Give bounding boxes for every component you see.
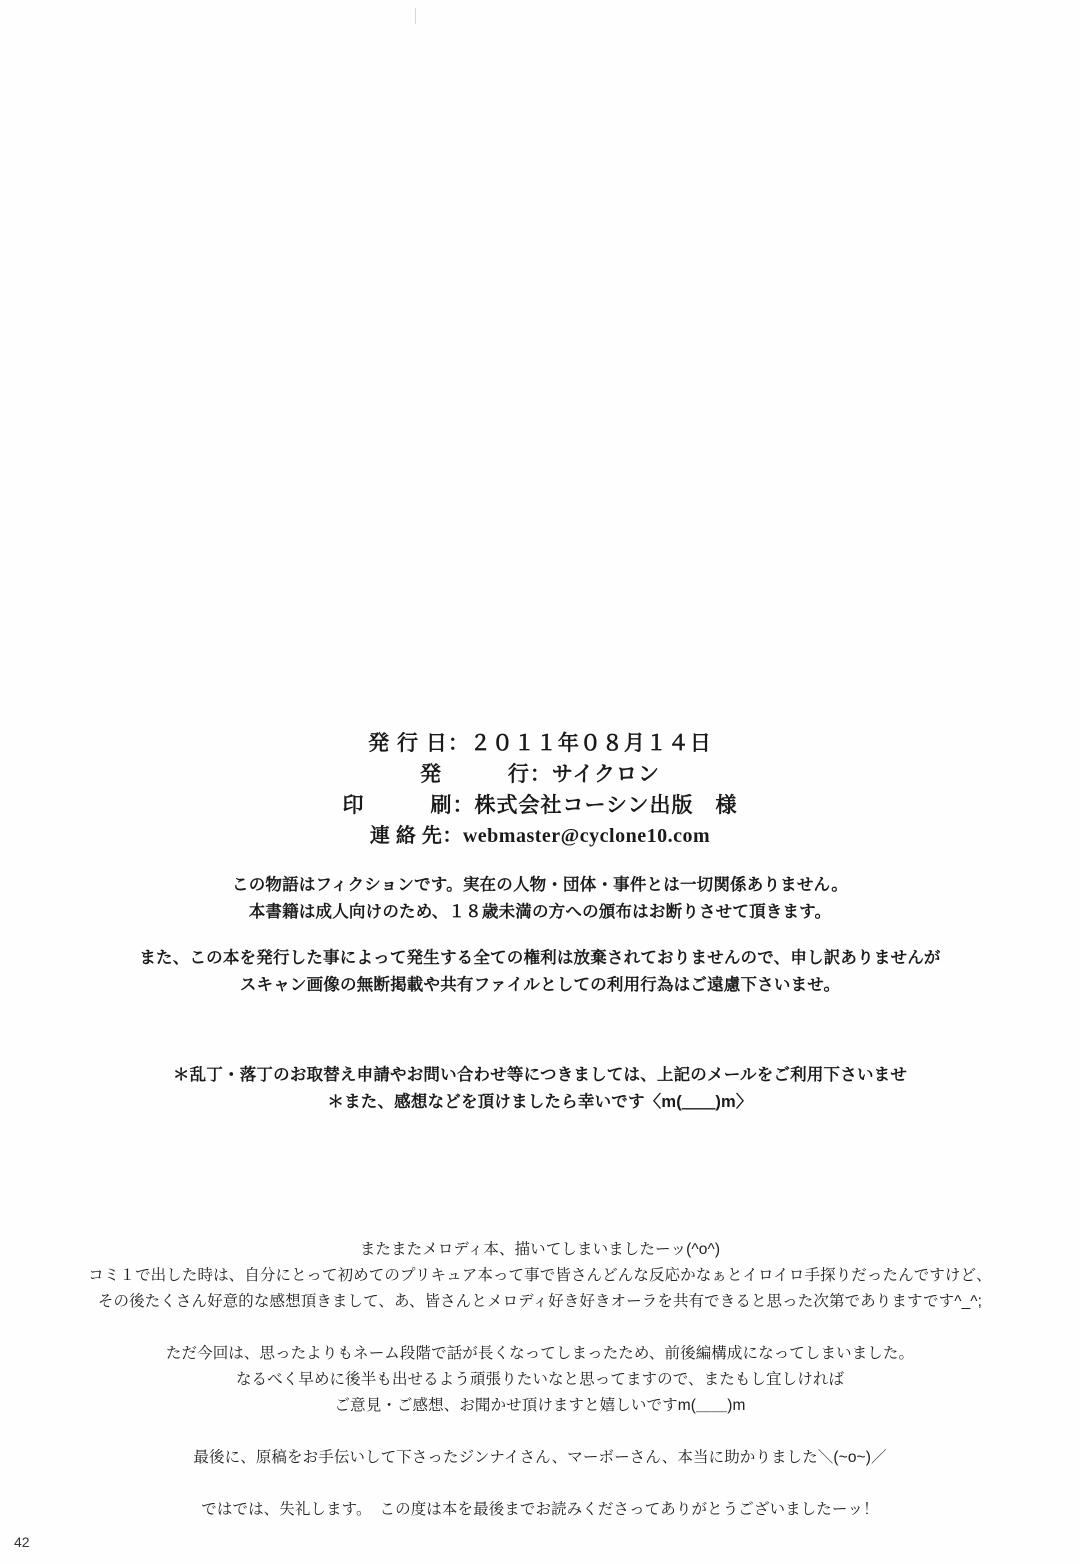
publisher-line: 発 行：サイクロン (419, 763, 661, 786)
paragraph-gap (0, 1315, 1080, 1341)
afterword-p1-line-1: またまたメロディ本、描いてしまいましたーッ(^o^) (359, 1241, 721, 1258)
crop-mark (415, 8, 416, 24)
rights-notice (0, 945, 1080, 999)
notes-line-1: ＊乱丁・落丁のお取替え申請やお問い合わせ等につきましては、上記のメールをご利用下さいませ (172, 1066, 908, 1084)
paragraph-gap (0, 1419, 1080, 1445)
afterword-p2-line-2: なるべく早めに後半も出せるよう頑張りたいなと思ってますので、またもし宜しければ (235, 1371, 845, 1388)
afterword-p2-line-1: ただ今回は、思ったよりもネーム段階で話が長くなってしまったため、前後編構成になってしまいました。 (165, 1345, 915, 1362)
notes-line-2: ＊また、感想などを頂けましたら幸いです〈m(＿＿)m〉 (327, 1093, 753, 1111)
contact-line: 連 絡 先：webmaster@cyclone10.com (369, 825, 711, 847)
afterword-block (0, 1237, 1080, 1523)
publish-date-line: 発 行 日：２０１１年０８月１４日 (368, 732, 712, 755)
afterword-p2-line-3: ご意見・ご感想、お聞かせ頂けますと嬉しいですm(＿＿)m (334, 1397, 746, 1414)
afterword-p3-line-1: 最後に、原稿をお手伝いして下さったジンナイさん、マーボーさん、本当に助かりました＼(~o~)／ (193, 1449, 887, 1466)
printer-line: 印 刷：株式会社コーシン出版 様 (342, 794, 738, 817)
disclaimer-line-2: 本書籍は成人向けのため、１８歳未満の方への頒布はお断りさせて頂きます。 (248, 903, 832, 921)
fiction-disclaimer (0, 872, 1080, 926)
page-number: 42 (14, 1534, 30, 1550)
rights-line-1: また、この本を発行した事によって発生する全ての権利は放棄されておりませんので、申し訳ありませんが (139, 949, 941, 967)
afterword-p1-line-3: その後たくさん好意的な感想頂きまして、あ、皆さんとメロディ好き好きオーラを共有できると思った次第でありますです^_^; (97, 1293, 983, 1310)
afterword-p1-line-2: コミ１で出した時は、自分にとって初めてのプリキュア本って事で皆さんどんな反応かなぁとイロイロ手探りだったんですけど、 (88, 1267, 992, 1284)
contact-notes (0, 1062, 1080, 1116)
afterword-p4-line-1: ではでは、失礼します。 この度は本を最後までお読みくださってありがとうございましたーッ！ (201, 1501, 879, 1518)
disclaimer-line-1: この物語はフィクションです。実在の人物・団体・事件とは一切関係ありません。 (232, 876, 848, 894)
rights-line-2: スキャン画像の無断掲載や共有ファイルとしての利用行為はご遠慮下さいませ。 (239, 976, 841, 994)
colophon-block (0, 728, 1080, 852)
paragraph-gap (0, 1471, 1080, 1497)
